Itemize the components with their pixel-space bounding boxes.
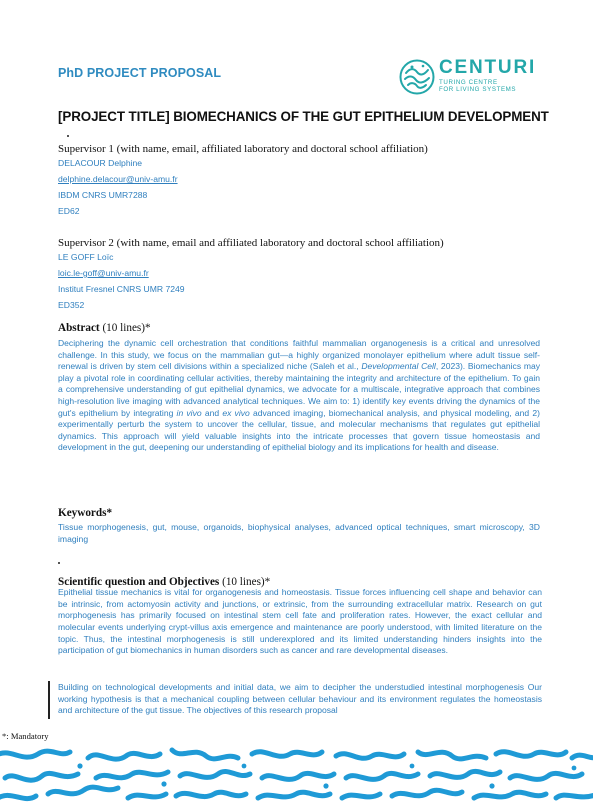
abstract-heading [58,322,151,334]
supervisor1-name: DELACOUR Delphine [58,158,143,168]
abstract-note: (10 lines)* [99,322,151,334]
supervisor2-email-link[interactable]: loic.le-goff@univ-amu.fr [58,268,149,278]
logo-name: CENTURI [439,57,537,78]
mandatory-footnote: *: Mandatory [2,731,49,741]
centuri-logo [399,57,549,97]
abstract-ex-vivo: ex vivo [222,407,250,418]
abstract-part3: advanced imaging, biomechanical analysis, and physical modeling, and 2) experimentally perturb the system to uncover the cellular, tissue, and molecular mechanisms that regulates gut epithelial dynamics. This approach will yield valuable insights into the intricate processes that govern tissue homeostasis and development in the gut, deepening our understanding of epithelial biology and its implications for health and disease. [58,407,540,453]
supervisor1-email-link[interactable]: delphine.delacour@univ-amu.fr [58,174,178,184]
keywords-title: Keywords* [58,507,113,519]
keywords-text: Tissue morphogenesis, gut, mouse, organoids, biophysical analyses, advanced optical techniques, smart microscopy, 3D imaging [58,522,540,544]
abstract-in-vivo: in vivo [176,407,202,418]
abstract-part1: Deciphering the dynamic cell orchestration that conditions faithful mammalian organogenesis is a critical and unresolved challenge. In this study, we focus on the mammalian gut—a highly organized monolayer epithelium where adult tissue self-renewal is driven by stem cell divisions within a specialized niche (Saleh et al., [58,338,540,372]
supervisor1-info [58,155,178,219]
centuri-emblem-icon [399,59,435,95]
abstract-part2: , 2023). Biomechanics may play a pivotal role in coordinating cellular activities, thereby maintaining the integrity and architecture of the epithelium. To gain a comprehensive understanding of gut epithelial dynamics, we advocate for a multiscale, integrative approach that combines high-resolution live imaging with advanced analytical techniques. We aim to: 1) identify key events driving the dynamics of the gut's epithelium by integrating [58,361,540,418]
scientific-title: Scientific question and Objectives [58,576,220,588]
supervisor2-info [58,249,185,313]
logo-tagline-line2: FOR LIVING SYSTEMS [439,86,517,93]
scientific-note: (10 lines)* [219,576,271,588]
project-title: [PROJECT TITLE] BIOMECHANICS OF THE GUT EPITHELIUM DEVELOPMENT [58,109,549,124]
scientific-paragraph1: Epithelial tissue mechanics is vital for organogenesis and homeostasis. Tissue forces influencing cell shape and behavior can be intrinsic, from actomyosin activity and junctions, or extrinsic, from the surrounding extracellular matrix. Research on gut morphogenesis has primarily focused on intestinal stem cell fate and proliferation rates. However, the exact cellular and molecular events underlying crypt-villus axis emergence and maintenance are poorly understood, with limited literature on the topic. Thus, the intestinal morphogenesis is still underexplored and its limited understanding hinders insights into the participation of gut biomechanics in human disorders such as cancer and rare developmental diseases. [58,587,542,656]
logo-tagline-line1: TURING CENTRE [439,79,498,86]
stray-mark-2 [58,562,60,564]
supervisor2-name: LE GOFF Loïc [58,252,114,262]
supervisor1-lab: IBDM CNRS UMR7288 [58,190,148,200]
footer-pattern [0,744,593,803]
supervisor2-school: ED352 [58,300,85,310]
keywords-heading [58,507,112,519]
abstract-title: Abstract [58,322,100,334]
proposal-label: PhD PROJECT PROPOSAL [58,66,222,80]
abstract-and: and [201,407,223,418]
supervisor1-school: ED62 [58,206,80,216]
scientific-paragraph2: Building on technological developments and initial data, we aim to decipher the understudied intestinal morphogenesis Our working hypothesis is that a mechanical coupling between cellular behaviour and its environment regulates the homeostasis and architecture of the gut tissue. The objectives of this research proposal [58,682,542,716]
supervisor1-label: Supervisor 1 (with name, email, affiliated laboratory and doctoral school affiliation) [58,143,428,155]
change-bar [48,681,50,719]
supervisor2-lab: Institut Fresnel CNRS UMR 7249 [58,284,185,294]
stray-mark [67,135,69,137]
supervisor2-label: Supervisor 2 (with name, email and affiliated laboratory and doctoral school affiliation) [58,237,444,249]
abstract-journal: Developmental Cell [361,361,436,372]
abstract-text [58,338,540,454]
